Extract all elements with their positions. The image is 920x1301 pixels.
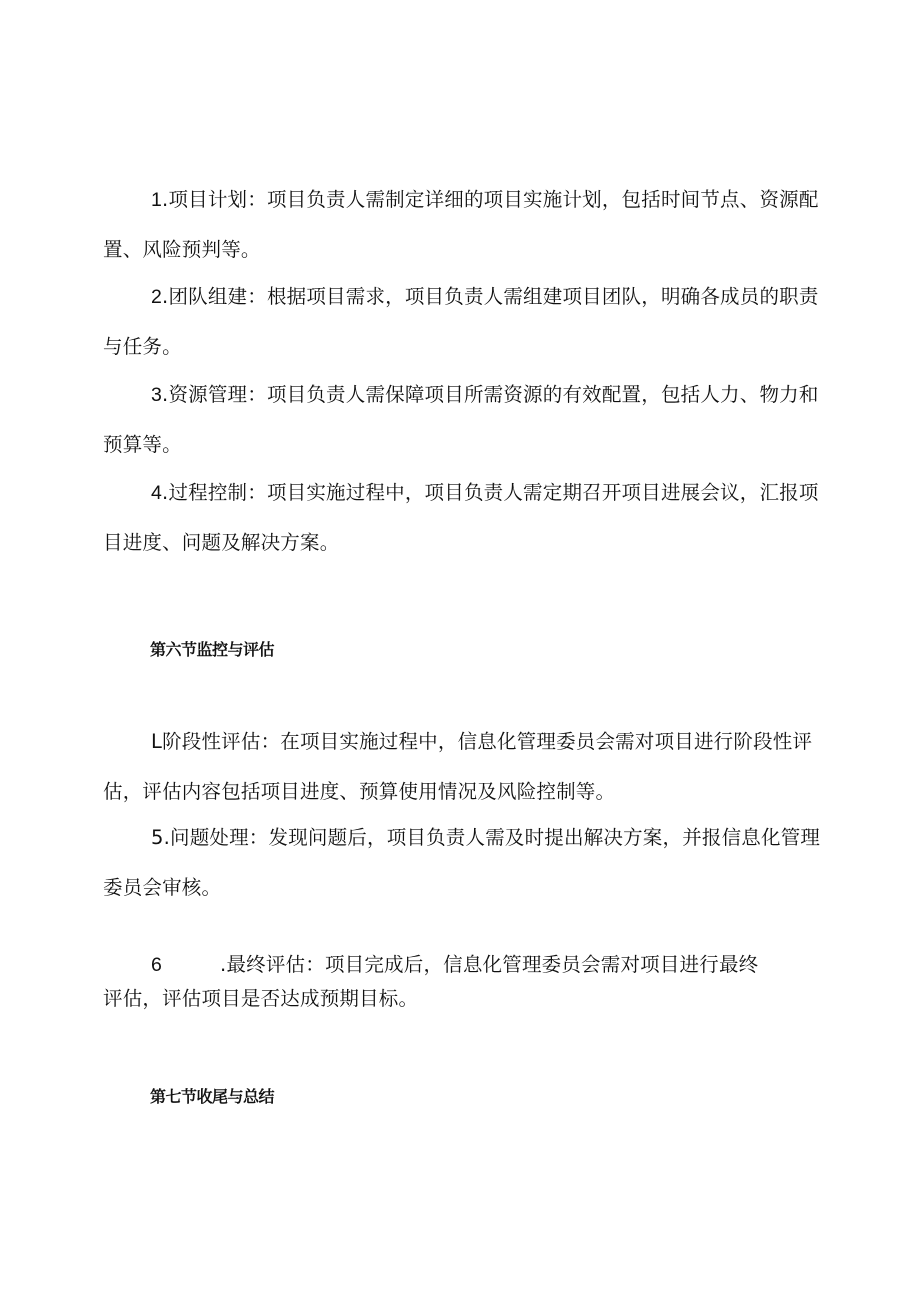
paragraph-text-line1: .最终评估：项目完成后，信息化管理委员会需对项目进行最终 xyxy=(220,953,759,976)
paragraph-text: .资源管理：项目负责人需保障项目所需资源的有效配置，包括人力、物力和预算等。 xyxy=(103,383,819,456)
paragraph-text: 5.问题处理：发现问题后，项目负责人需及时提出解决方案，并报信息化管理委员会审核。 xyxy=(103,826,821,899)
item-number: 2 xyxy=(151,286,163,308)
item-number: 4 xyxy=(151,482,163,504)
item-number: 3 xyxy=(151,384,163,406)
paragraph-text: .过程控制：项目实施过程中，项目负责人需定期召开项目进展会议，汇报项目进度、问题及解决方案。 xyxy=(103,481,819,554)
paragraph-text-line2: 评估，评估项目是否达成预期目标。 xyxy=(103,987,419,1010)
paragraph-issue-handling xyxy=(103,813,827,913)
paragraph-process-control xyxy=(103,468,827,568)
paragraph-text: .团队组建：根据项目需求，项目负责人需组建项目团队，明确各成员的职责与任务。 xyxy=(103,285,819,358)
section-heading-monitoring: 第六节监控与评估 xyxy=(150,640,275,659)
item-number: 1 xyxy=(151,189,163,211)
item-number: 6 xyxy=(151,954,163,976)
paragraph-project-plan xyxy=(103,175,827,275)
section-heading-closing: 第七节收尾与总结 xyxy=(150,1087,275,1106)
paragraph-final-evaluation xyxy=(103,940,827,1040)
paragraph-phase-evaluation xyxy=(103,717,827,817)
paragraph-text: L阶段性评估：在项目实施过程中，信息化管理委员会需对项目进行阶段性评估，评估内容包括项目进度、预算使用情况及风险控制等。 xyxy=(103,730,813,803)
paragraph-team-building xyxy=(103,272,827,372)
paragraph-resource-management xyxy=(103,370,827,470)
paragraph-text: .项目计划：项目负责人需制定详细的项目实施计划，包括时间节点、资源配置、风险预判等。 xyxy=(103,188,819,261)
